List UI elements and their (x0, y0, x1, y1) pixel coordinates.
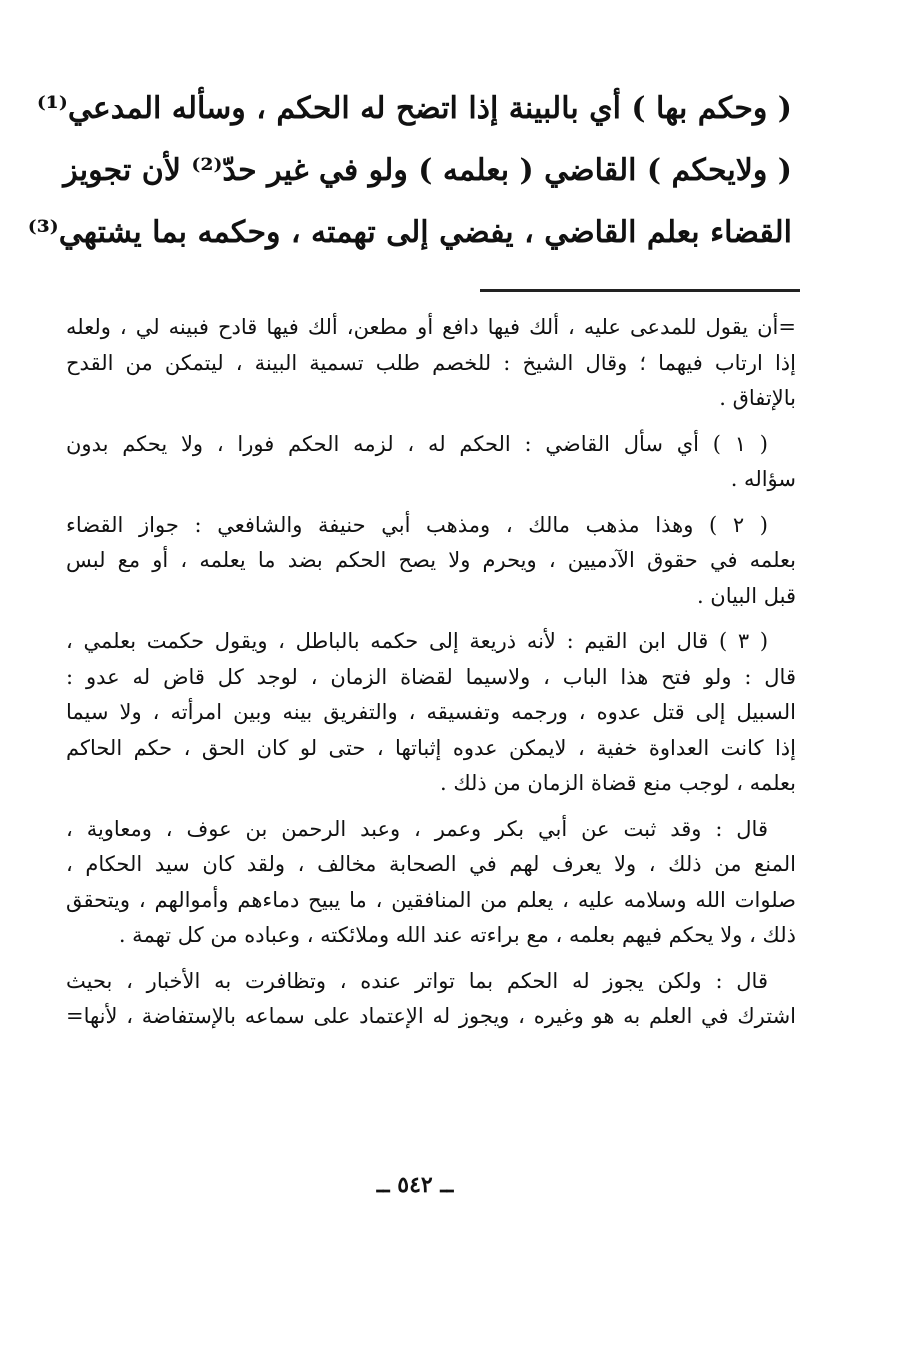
footnote-continuation (66, 310, 796, 417)
footnote-line: ( ۱ ) أي سأل القاضي : الحكم له ، لزمه الحكم فورا ، ولا يحكم بدون (66, 431, 768, 456)
footnotes (66, 310, 796, 1045)
main-text-line: ( وحكم بها ) أي بالبينة إذا اتضح له الحكم ، وسأله المدعي⁽¹⁾ (36, 91, 792, 126)
footnote-line: ( ۲ ) وهذا مذهب مالك ، ومذهب أبي حنيفة والشافعي : جواز القضاء (66, 512, 768, 537)
footnote-line: إذا كانت العداوة خفية ، لايمكن عدوه إثباتها ، حتى لو كان الحق ، حكم الحاكم (66, 735, 796, 760)
footnote-line: ذلك ، ولا يحكم فيهم بعلمه ، مع براءته عند الله وملائكته ، وعباده من كل تهمة . (118, 923, 796, 947)
page-number: ــ ٥٤٢ ــ (376, 1172, 454, 1198)
footnote-3-final (66, 964, 796, 1035)
footnote-separator (480, 289, 800, 292)
main-text (27, 78, 792, 264)
footnote-line: بعلمه ، لوجب منع قضاة الزمان من ذلك . (439, 771, 796, 795)
footnote-line: =أن يقول للمدعى عليه ، ألك فيها دافع أو مطعن، ألك فيها قادح فبينه لي ، ولعله (66, 315, 796, 339)
footnote-3 (66, 624, 796, 802)
main-text-line: ( ولايحكم ) القاضي ( بعلمه ) ولو في غير حدّ⁽²⁾ لأن تجويز (63, 153, 792, 188)
footnote-line: إذا ارتاب فيهما ؛ وقال الشيخ : للخصم طلب تسمية البينة ، ليتمكن من القدح (66, 350, 796, 375)
footnote-line: قبل البيان . (696, 583, 796, 608)
footnote-line: قال : ولو فتح هذا الباب ، ولاسيما لقضاة الزمان ، لوجد كل قاض له عدو : (66, 664, 796, 689)
footnote-1 (66, 427, 796, 498)
footnote-line: السبيل إلى قتل عدوه ، ورجمه وتفسيقه ، والتفريق بينه وبين امرأته ، ولا سيما (66, 700, 796, 724)
footnote-line: بعلمه في حقوق الآدميين ، ويحرم ولا يصح الحكم بضد ما يعلمه ، أو مع لبس (66, 548, 796, 572)
footnote-line: ( ۳ ) قال ابن القيم : لأنه ذريعة إلى حكمه بالباطل ، ويقول حكمت بعلمي ، (66, 629, 769, 653)
footnote-line: صلوات الله وسلامه عليه ، يعلم من المنافقين ، ما يبيح دماءهم وأموالهم ، ويتحقق (66, 887, 796, 912)
footnote-line: المنع من ذلك ، ولا يعرف لهم في الصحابة مخالف ، ولقد كان سيد الحكام ، (66, 852, 796, 876)
footnote-3-continued (66, 812, 796, 954)
main-text-line: القضاء بعلم القاضي ، يفضي إلى تهمته ، وحكمه بما يشتهي⁽³⁾ (27, 215, 792, 250)
footnote-line: قال : وقد ثبت عن أبي بكر وعمر ، وعبد الرحمن بن عوف ، ومعاوية ، (66, 816, 768, 841)
footnote-line: سؤاله . (730, 467, 796, 491)
footnote-line: اشترك في العلم به هو وغيره ، ويجوز له الإعتماد على سماعه بالإستفاضة ، لأنها= (66, 1004, 796, 1028)
footnote-2 (66, 508, 796, 615)
footnote-line: بالإتفاق . (719, 386, 796, 410)
footnote-line: قال : ولكن يجوز له الحكم بما تواتر عنده ، وتظافرت به الأخبار ، بحيث (66, 968, 768, 993)
